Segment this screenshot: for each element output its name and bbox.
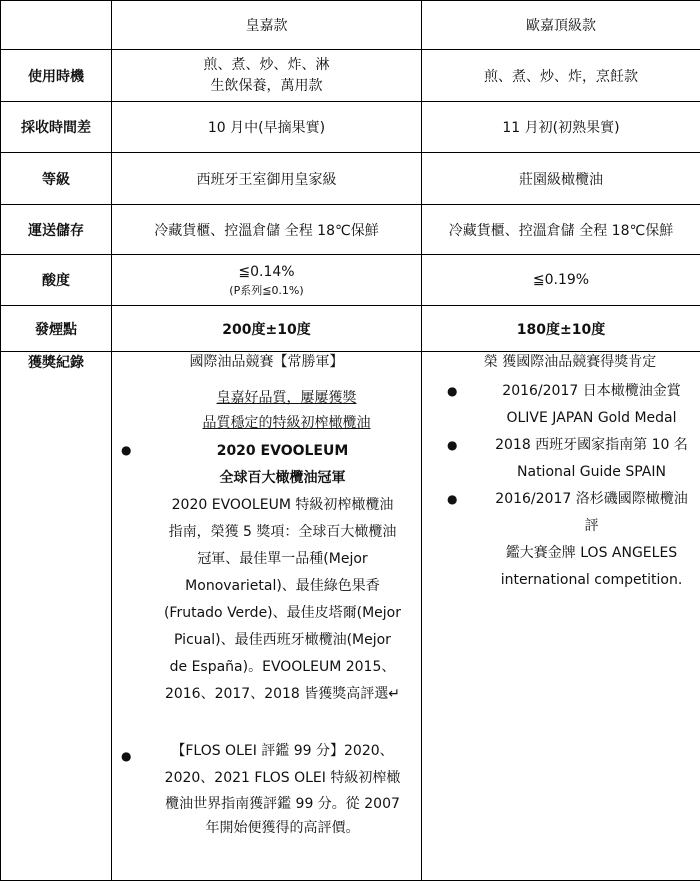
use-left-cell: [112, 50, 422, 102]
item-line: Monovarietal)、最佳綠色果香: [152, 573, 413, 600]
list-item: [112, 738, 421, 840]
list-item: [464, 432, 700, 486]
smoke-left-cell: 200度±10度: [112, 306, 422, 352]
awards-left-intro: [112, 386, 421, 436]
awards-right-cell: [422, 352, 700, 881]
item-line: 2016/2017 洛杉磯國際橄欖油評: [489, 486, 694, 540]
use-left-line1: 煎、煮、炒、炸、淋: [112, 55, 421, 76]
item-line: 鑑大賽金牌 LOS ANGELES: [489, 540, 694, 567]
bullet-icon: ●: [121, 743, 131, 770]
row-label: 等級: [1, 153, 112, 205]
header-right: 歐嘉頂級款: [422, 1, 700, 50]
item-line: de España)。EVOOLEUM 2015、: [152, 654, 413, 681]
item-line: international competition.: [489, 567, 694, 594]
row-smoke-point: [1, 306, 700, 352]
awards-right-list: [422, 378, 700, 594]
item-line: 欖油世界指南獲評鑑 99 分。從 2007: [152, 792, 413, 816]
item-line: 冠軍、最佳單一品種(Mejor: [152, 546, 413, 573]
header-empty-cell: [1, 1, 112, 50]
item-line: 年開始便獲得的高評價。: [152, 816, 413, 840]
row-label: 發煙點: [1, 306, 112, 352]
item-line: 指南，榮獲 5 獎項：全球百大橄欖油: [152, 519, 413, 546]
header-row: [1, 1, 700, 50]
list-item: [464, 378, 700, 432]
row-use: [1, 50, 700, 102]
row-label: 獲獎紀錄: [1, 352, 112, 881]
bullet-icon: ●: [447, 486, 457, 513]
header-left: 皇嘉款: [112, 1, 422, 50]
intro-line: 品質穩定的特級初榨橄欖油: [152, 411, 421, 436]
smoke-right-cell: 180度±10度: [422, 306, 700, 352]
row-harvest: [1, 102, 700, 153]
bullet-icon: ●: [121, 443, 131, 457]
shipping-left-cell: 冷藏貨櫃、控溫倉儲 全程 18℃保鮮: [112, 205, 422, 255]
bullet-icon: ●: [447, 432, 457, 459]
row-label: 酸度: [1, 255, 112, 306]
acidity-left-cell: [112, 255, 422, 306]
item-line: 2020 EVOOLEUM 特級初榨橄欖油: [152, 492, 413, 519]
acidity-left-note: (P系列≦0.1%): [112, 283, 421, 299]
use-right-cell: 煎、煮、炒、炸，烹飪款: [422, 50, 700, 102]
acidity-right-cell: ≦0.19%: [422, 255, 700, 306]
row-label: 採收時間差: [1, 102, 112, 153]
item-line: 【FLOS OLEI 評鑑 99 分】2020、: [152, 738, 413, 765]
use-left-line2: 生飲保養，萬用款: [112, 76, 421, 97]
item-line: 2018 西班牙國家指南第 10 名: [489, 432, 694, 459]
list-item: [112, 438, 421, 708]
grade-left-cell: 西班牙王室御用皇家級: [112, 153, 422, 205]
row-awards: [1, 352, 700, 881]
row-grade: [1, 153, 700, 205]
item-line: OLIVE JAPAN Gold Medal: [489, 405, 694, 432]
bullet-icon: ●: [447, 378, 457, 405]
row-label: 運送儲存: [1, 205, 112, 255]
shipping-right-cell: 冷藏貨櫃、控溫倉儲 全程 18℃保鮮: [422, 205, 700, 255]
item-line: Picual)、最佳西班牙橄欖油(Mejor: [152, 627, 413, 654]
item-line: (Frutado Verde)、最佳皮塔爾(Mejor: [152, 600, 413, 627]
awards-left-cell: [112, 352, 422, 881]
row-shipping: [1, 205, 700, 255]
awards-left-list: [112, 438, 421, 840]
item-line: 2016/2017 日本橄欖油金賞: [489, 378, 694, 405]
item-heading: 2020 EVOOLEUM: [152, 438, 413, 465]
intro-line: 皇嘉好品質，屢屢獲獎: [152, 386, 421, 411]
row-label: 使用時機: [1, 50, 112, 102]
acidity-left-value: ≦0.14%: [112, 262, 421, 283]
list-item: [464, 486, 700, 594]
awards-right-title: 榮 獲國際油品競賽得獎肯定: [422, 352, 700, 372]
item-heading: 全球百大橄欖油冠軍: [152, 465, 413, 492]
harvest-right-cell: 11 月初(初熟果實): [422, 102, 700, 153]
item-line: 2020、2021 FLOS OLEI 特級初榨橄: [152, 765, 413, 792]
grade-right-cell: 莊園級橄欖油: [422, 153, 700, 205]
awards-left-title: 國際油品競賽【常勝軍】: [112, 352, 421, 372]
row-acidity: [1, 255, 700, 306]
item-line: National Guide SPAIN: [489, 459, 694, 486]
item-line: 2016、2017、2018 皆獲獎高評選↵: [152, 681, 413, 708]
harvest-left-cell: 10 月中(早摘果實): [112, 102, 422, 153]
